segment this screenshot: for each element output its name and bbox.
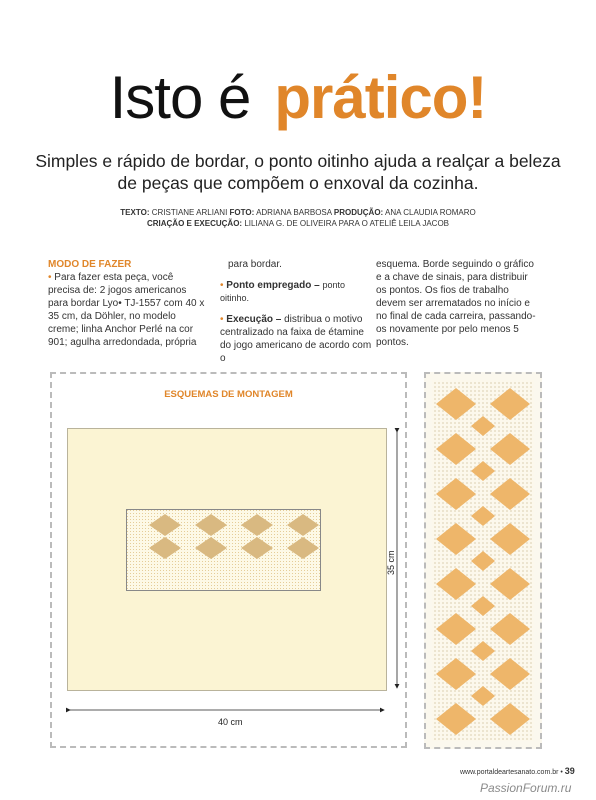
materials-text: Para fazer esta peça, você precisa de: 2 jogos americanos para bordar Lyo• TJ-1557 com 40 x 35 cm, da Döhler, no modelo creme; linha Anchor Perlé na cor 901; agulha arredondada, própria — [48, 272, 205, 348]
bullet-icon: • — [220, 314, 224, 325]
embroidery-pattern — [426, 374, 540, 747]
credit-foto-label: FOTO: — [229, 208, 255, 217]
title-part2: prático! — [274, 64, 487, 131]
subtitle: Simples e rápido de bordar, o ponto oitinho ajuda a realçar a beleza de peças que compõem o enxoval da cozinha. — [35, 151, 561, 193]
stitch-text: ponto oitinho. — [220, 280, 345, 303]
credit-producao-label: PRODUÇÃO: — [333, 208, 384, 217]
watermark: PassionForum.ru — [480, 781, 572, 795]
instructions-heading: MODO DE FAZER — [48, 259, 132, 270]
height-label: 35 cm — [386, 550, 396, 575]
col2-continuation: para bordar. — [228, 259, 282, 270]
bullet-icon: • — [48, 272, 52, 283]
credit-foto: ADRIANA BARBOSA — [256, 208, 332, 217]
diagram-title: ESQUEMAS DE MONTAGEM — [164, 389, 293, 400]
page-number: 39 — [564, 766, 575, 776]
execution-text: distribua o motivo centralizado na faixa de étamine do jogo americano de acordo com o — [220, 314, 372, 364]
page-footer: www.portaldeartesanato.com.br • 39 — [460, 766, 575, 776]
width-label: 40 cm — [218, 717, 243, 727]
instructions-column-3: esquema. Borde seguindo o gráfico e a chave de sinais, para distribuir os pontos. Os fios de trabalho devem ser arrematados no início e no final de cada carreira, passando-os novamente por pelo menos 5 pontos. — [376, 259, 536, 348]
credit-criacao: LILIANA G. DE OLIVEIRA PARA O ATELIÊ LEILA JACOB — [244, 219, 450, 228]
title-part1: Isto é — [109, 64, 251, 131]
credit-criacao-label: CRIAÇÃO E EXECUÇÃO: — [146, 219, 243, 228]
execution-label: Execução – — [226, 314, 282, 325]
footer-site: www.portaldeartesanato.com.br — [460, 769, 559, 776]
credit-texto: CRISTIANE ARLIANI — [151, 208, 228, 217]
bullet-icon: • — [220, 280, 224, 291]
credit-producao: ANA CLAUDIA ROMARO — [385, 208, 476, 217]
stitch-label: Ponto empregado – — [226, 280, 320, 291]
embroidery-photo — [424, 372, 542, 749]
credit-texto-label: TEXTO: — [120, 208, 150, 217]
